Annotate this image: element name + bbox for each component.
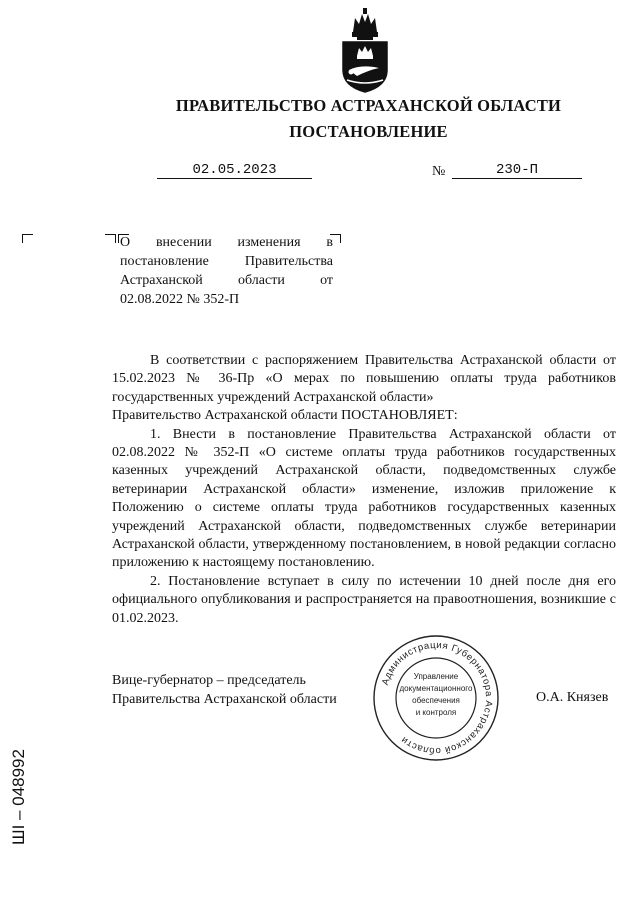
government-title: ПРАВИТЕЛЬСТВО АСТРАХАНСКОЙ ОБЛАСТИ	[175, 96, 562, 115]
crown-icon	[352, 8, 378, 40]
document-subject: О внесении изменения в постановление Правительства Астраханской области от 02.08.2022 № 352-П	[120, 235, 333, 307]
document-date: 02.05.2023	[192, 162, 277, 178]
body-paragraph-item-1: 1. Внести в постановление Правительства Астраханской области от 02.08.2022 № 352-П «О системе оплаты труда работников государственных казенных учреждений Астраханской области, подведомственных службе ветеринарии Астраханской области» изменение, изложив приложение к Положению о системе оплаты труда работников государственных казенных учреждений Астраханской области, подведомственных службе ветеринарии Астраханской области, утвержденному постановлением, в новой редакции согласно приложению к настоящему постановлению.	[112, 426, 616, 571]
form-serial-number	[4, 732, 34, 862]
signatory-position-line2: Правительства Астраханской области	[112, 691, 337, 707]
signatory-position-line1: Вице-губернатор – председатель	[112, 673, 306, 688]
document-body	[112, 352, 616, 628]
body-paragraph-item-2: 2. Постановление вступает в силу по истечении 10 дней после дня его официального опубликования и распространяется на правоотношения, возникшие с 01.02.2023.	[112, 573, 616, 626]
body-paragraph-basis: В соответствии с распоряжением Правительства Астраханской области от 15.02.2023 № 36-Пр «О мерах по повышению оплаты труда работников государственных учреждений Астраханской области»	[112, 353, 616, 405]
signatory-name: О.А. Князев	[536, 690, 609, 705]
date-underline	[157, 178, 312, 179]
stamp-ring-text: Администрация Губернатора Астраханской области	[379, 639, 495, 757]
document-number: 230-П	[495, 162, 538, 178]
corner-bracket-mid	[105, 234, 116, 243]
official-stamp	[371, 633, 501, 763]
number-underline	[452, 178, 582, 179]
form-serial-text: ШI – 048992	[9, 749, 28, 845]
document-type: ПОСТАНОВЛЕНИЕ	[289, 122, 448, 141]
signatory-position	[112, 672, 337, 709]
body-paragraph-resolves: Правительство Астраханской области ПОСТАНОВЛЯЕТ:	[112, 408, 458, 424]
coat-of-arms-emblem	[339, 6, 391, 94]
stamp-line-4: и контроля	[415, 708, 457, 717]
stamp-line-3: обеспечения	[412, 696, 460, 705]
stamp-line-2: документационного	[399, 684, 473, 693]
stamp-line-1: Управление	[413, 672, 459, 681]
number-label: №	[432, 164, 446, 179]
corner-bracket-left	[22, 234, 33, 243]
